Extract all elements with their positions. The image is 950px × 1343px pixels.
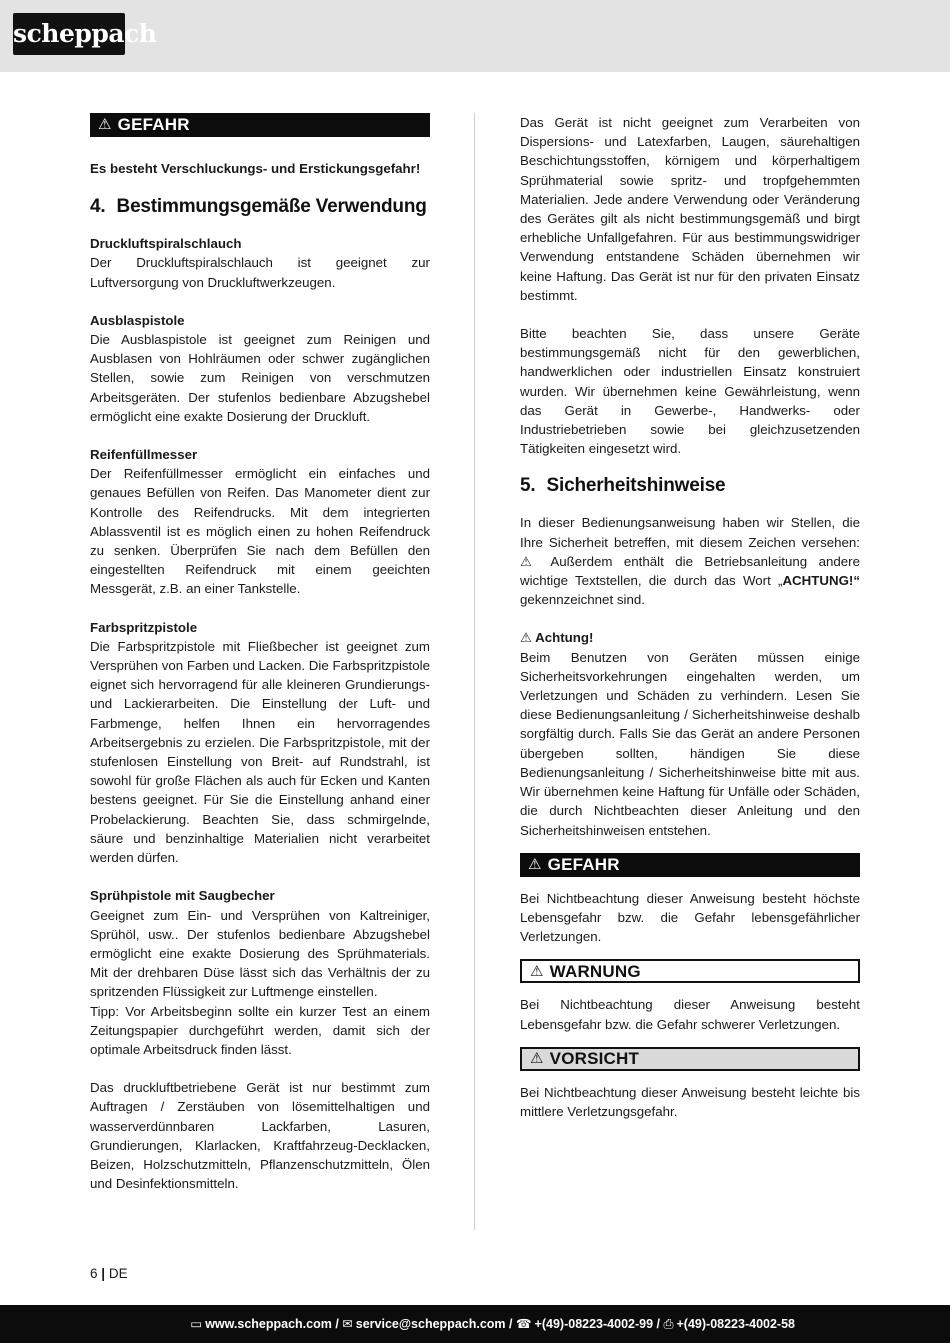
warnung-box (520, 959, 860, 983)
section-title-text: Sicherheitshinweise (546, 475, 726, 497)
safety-intro (520, 513, 860, 609)
warning-triangle-icon: ⚠ (530, 1050, 544, 1068)
gefahr-label: GEFAHR (547, 855, 620, 875)
safety-intro-a: In dieser Bedienungsanweisung haben wir Stellen, die Ihre Sicherheit betreffen, mit diesem Zeichen versehen: (520, 515, 860, 550)
envelope-icon: ✉ (342, 1317, 353, 1331)
farb-heading: Farbspritzpistole (90, 619, 198, 635)
footer-phone: +(49)-08223-4002-99 (534, 1317, 654, 1331)
warnung-label: WARNUNG (549, 961, 641, 981)
page-number: 6 | DE (90, 1266, 128, 1281)
farb-text: Die Farbspritzpistole mit Fließbecher ist geeignet zum Versprühen von Farben und Lacken. Die Farbspritzpistole eignet sich hervorragend für alle kleineren Grundierungs- und Lackierarbeiten. Die Einstellung der Luft- und Farbmenge, helfen Ihnen ein hervorragendes Arbeitsergebnis zu erzielen. Die Farbspritzpistole, mit der stufenlosen Einstellung von Breit- auf Rundstrahl, ist sowohl für große Flächen als auch für Ecken und Kanten bestens geeignet. Für Sie die Einstellung anhand einer Probelackierung. Beachten Sie, dass schmirgelnde, säure und benzinhaltige Materialien nicht verarbeitet werden dürfen. (90, 638, 430, 866)
right-column (520, 113, 860, 1121)
fax-icon: ⎙ (663, 1317, 674, 1331)
warnung-text: Bei Nichtbeachtung dieser Anweisung besteht Lebensgefahr bzw. die Gefahr schwerer Verletzungen. (520, 997, 860, 1032)
druckluft-heading: Druckluftspiralschlauch (90, 236, 242, 252)
computer-icon: ▭ (190, 1317, 203, 1331)
ausblas-text: Die Ausblaspistole ist geeignet zum Reinigen und Ausblasen von Hohlräumen oder schwer zugänglichen Stellen, sowie zum Reinigen von verschmutzen Arbeitsgeräten. Der stufenlos bedienbare Abzugshebel ermöglicht eine exakte Dosierung der Druckluft. (90, 332, 430, 424)
achtung-text: Beim Benutzen von Geräten müssen einige Sicherheitsvorkehrungen eingehalten werden, um Verletzungen und Schäden zu verhindern. Lesen Sie diese Bedienungsanleitung / Sicherheitshinweise deshalb sorgfältig durch. Falls Sie das Gerät an andere Personen übergeben sollten, händigen Sie diese Bedienungsanleitung / Sicherheitshinweise bitte mit aus. Wir übernehmen keine Haftung für Unfälle oder Schäden, die durch Nichtbeachten dieser Anleitung und den Sicherheitshinweisen entstehen. (520, 649, 860, 838)
safety-intro-c: gekennzeichnet sind. (520, 592, 645, 608)
gefahr-box-left (90, 113, 430, 137)
section-number: 4. (90, 196, 106, 218)
warning-triangle-icon: ⚠ (520, 630, 532, 646)
footer-contacts: ▭ www.scheppach.com / ✉ service@scheppach.com / ☎ +(49)-08223-4002-99 / ⎙ +(49)-08223-4002-58 (190, 1317, 795, 1331)
phone-icon: ☎ (515, 1317, 532, 1331)
footer-web[interactable]: www.scheppach.com (205, 1317, 332, 1331)
reifen-text: Der Reifenfüllmesser ermöglicht ein einfaches und genaues Befüllen von Reifen. Das Manometer dient zur Kontrolle des Reifendrucks. Mit dem integrierten Ablassventil ist es möglich einen zu hohen Reifendruck zu senken. Überprüfen Sie nach dem Befüllen den eingestellten Reifendruck mit einem geeichten Messgerät, z.B. an einer Tankstelle. (90, 466, 430, 597)
left-column (90, 113, 430, 1193)
safety-intro-b: Außerdem enthält die Betriebsanleitung andere wichtige Textstellen, die durch das Wort „ (520, 553, 861, 589)
footer-email[interactable]: service@scheppach.com (355, 1317, 506, 1331)
gefahr-box-right (520, 853, 860, 877)
header-band (0, 0, 950, 72)
section-title-text: Bestimmungsgemäße Verwendung (116, 196, 427, 218)
right-paragraph-2: Bitte beachten Sie, dass unsere Geräte bestimmungsgemäß nicht für den gewerblichen, handwerklichen oder industriellen Einsatz konstruiert wurden. Wir übernehmen keine Gewährleistung, wenn das Gerät in Gewerbe-, Handwerks- oder Industriebetrieben sowie bei gleichzusetzenden Tätigkeiten eingesetzt wird. (520, 326, 860, 457)
gefahr-label: GEFAHR (117, 115, 190, 135)
gefahr-text: Bei Nichtbeachtung dieser Anweisung besteht höchste Lebensgefahr bzw. die Gefahr lebensgefährlicher Verletzungen. (520, 890, 860, 945)
danger-text: Es besteht Verschluckungs- und Erstickungsgefahr! (90, 161, 421, 176)
spruh-text: Geeignet zum Ein- und Versprühen von Kaltreiniger, Sprühöl, usw.. Der stufenlos bedienbare Abzugshebel ermöglicht eine exakte Dosierung des Sprühmaterials. Mit der drehbaren Düse lässt sich das Verhältnis der zu spritzenden Flüssigkeit zur Luftmenge einstellen. (90, 907, 430, 1000)
warning-triangle-icon: ⚠ (528, 856, 542, 874)
warning-triangle-icon: ⚠ (530, 962, 544, 980)
spruh-tip: Tipp: Vor Arbeitsbeginn sollte ein kurzer Test an einem Zeitungspapier durchgeführt werden, damit sich der optimale Arbeitsdruck finden lässt. (90, 1003, 430, 1057)
column-divider (474, 113, 475, 1230)
vorsicht-text: Bei Nichtbeachtung dieser Anweisung besteht leichte bis mittlere Verletzungsgefahr. (520, 1084, 860, 1119)
warning-triangle-icon: ⚠ (520, 553, 540, 569)
right-paragraph-1: Das Gerät ist nicht geeignet zum Verarbeiten von Dispersions- und Latexfarben, Laugen, säurehaltigen Beschichtungsstoffen, körnigem und körperhaltigem Sprühmaterial sowie spritz- und tropfgehemmten Materialien. Jede andere Verwendung oder Veränderung des Gerätes gilt als nicht bestimmungsgemäß und birgt erhebliche Unfallgefahren. Für aus bestimmungswidriger Verwendung entstandene Schäden übernehmen wir keine Haftung. Das Gerät ist nur für den privaten Einsatz bestimmt. (520, 115, 860, 303)
section-4-title (90, 195, 430, 219)
scheppach-logo: scheppach (13, 13, 125, 55)
achtung-word: ACHTUNG!“ (782, 573, 860, 589)
section-5-title (520, 474, 860, 498)
vorsicht-box (520, 1047, 860, 1071)
section-number: 5. (520, 475, 536, 497)
footer-band (0, 1305, 950, 1343)
footer-fax: +(49)-08223-4002-58 (676, 1317, 795, 1331)
druckluft-text: Der Druckluftspiralschlauch ist geeignet zur Luftversorgung von Druckluftwerkzeugen. (90, 255, 430, 290)
ausblas-heading: Ausblaspistole (90, 312, 185, 328)
reifen-heading: Reifenfüllmesser (90, 447, 198, 463)
warning-triangle-icon: ⚠ (98, 116, 112, 134)
closing-text: Das druckluftbetriebene Gerät ist nur bestimmt zum Auftragen / Zerstäuben von lösemittelhaltigen und wasserverdünnbaren Lackfarben, Lasuren, Grundierungen, Klarlacken, Kraftfahrzeug-Decklacken, Beizen, Holzschutzmitteln, Pflanzenschutzmitteln, Ölen und Desinfektionsmitteln. (90, 1080, 430, 1192)
achtung-heading: ⚠ Achtung! (520, 630, 594, 646)
vorsicht-label: VORSICHT (549, 1049, 640, 1069)
spruh-heading: Sprühpistole mit Saugbecher (90, 888, 275, 904)
